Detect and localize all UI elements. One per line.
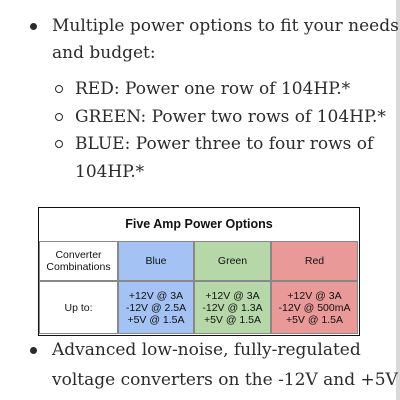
blue-value-5v: +5V @ 1.5A: [127, 313, 185, 326]
bullet-dot-icon: [30, 23, 37, 30]
row-header-up-to: Up to:: [39, 281, 118, 334]
advanced-text-line2: voltage converters on the -12V and +5V: [52, 370, 398, 390]
bullet-text-line2: and budget:: [52, 43, 156, 63]
scrollbar[interactable]: [396, 0, 400, 400]
bullet-dot-icon: [30, 347, 37, 354]
column-header-blue: Blue: [118, 241, 194, 281]
power-options-table: [38, 207, 360, 336]
advanced-text-line1: Advanced low-noise, fully-regulated: [52, 340, 361, 360]
red-value-neg12v: -12V @ 500mA: [278, 301, 351, 314]
option-red-label: RED: Power one row of 104HP.*: [75, 79, 351, 99]
red-value-12v: +12V @ 3A: [287, 289, 342, 302]
red-values: [271, 281, 358, 334]
blue-values: [118, 281, 194, 334]
green-values: [194, 281, 271, 334]
column-header-red: Red: [271, 241, 358, 281]
hollow-bullet-icon: [55, 140, 63, 148]
option-blue-label-line2: 104HP.*: [75, 162, 145, 182]
red-value-5v: +5V @ 1.5A: [285, 313, 344, 326]
row-header-converter-line2: Combinations: [46, 261, 111, 273]
hollow-bullet-icon: [55, 85, 63, 93]
option-green-label: GREEN: Power two rows of 104HP.*: [75, 107, 386, 127]
green-value-5v: +5V @ 1.5A: [203, 313, 262, 326]
blue-value-12v: +12V @ 3A: [128, 289, 184, 302]
row-header-converter-line1: Converter: [55, 249, 102, 261]
option-blue-label: BLUE: Power three to four rows of: [75, 134, 374, 154]
blue-value-neg12v: -12V @ 2.5A: [125, 301, 187, 314]
column-header-green: Green: [194, 241, 271, 281]
row-header-converter: [39, 241, 118, 281]
table-title: Five Amp Power Options: [125, 217, 273, 231]
bullet-text-line1: Multiple power options to fit your needs: [52, 16, 399, 36]
green-value-neg12v: -12V @ 1.3A: [202, 301, 263, 314]
green-value-12v: +12V @ 3A: [205, 289, 260, 302]
hollow-bullet-icon: [55, 113, 63, 121]
